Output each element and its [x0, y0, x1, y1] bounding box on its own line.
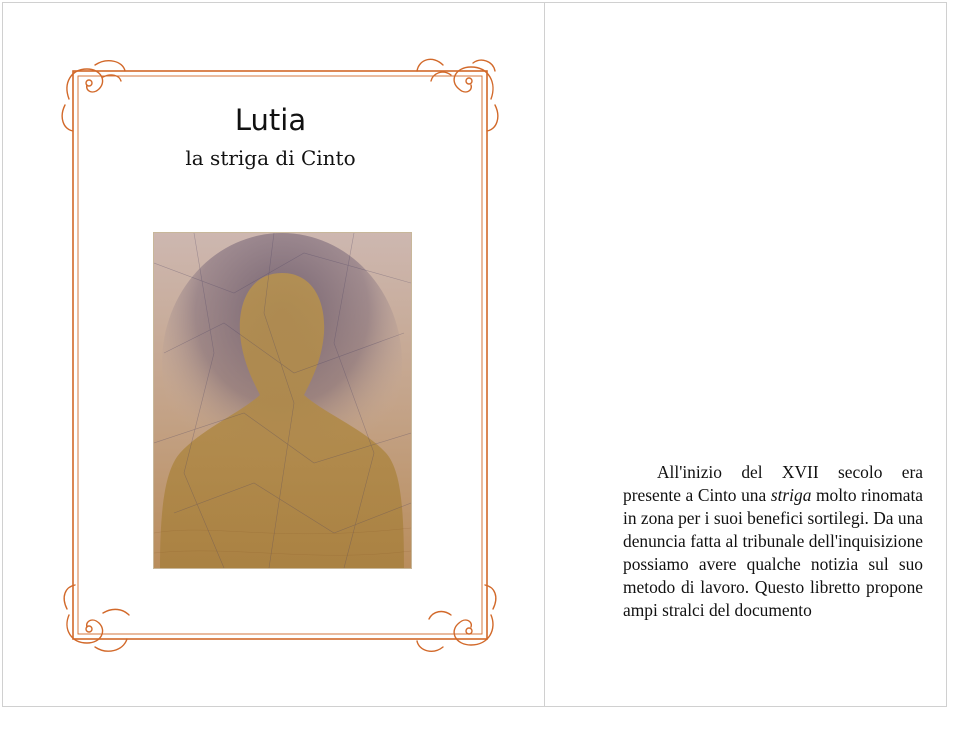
cover-page [3, 3, 544, 706]
corner-ornament-icon [417, 585, 496, 651]
cover-portrait-image [153, 232, 412, 569]
corner-ornament-icon [64, 585, 129, 651]
description-text [623, 461, 923, 622]
description-start: All'inizio del XVII secolo era presente a Cinto una [623, 462, 923, 505]
description-rest: molto rinomata in zona per i suoi benefici sortilegi. Da una denuncia fatta al tribunale dell'inquisizione possiamo avere qualche notizia sul suo metodo di lavoro. Questo libretto propone ampi stralci del documento [623, 485, 923, 620]
cover-title: Lutia [234, 103, 307, 137]
cover-subtitle: la striga di Cinto [185, 146, 356, 170]
description-italic-word: striga [770, 485, 812, 505]
back-page [545, 3, 948, 706]
booklet-spread [2, 2, 947, 707]
